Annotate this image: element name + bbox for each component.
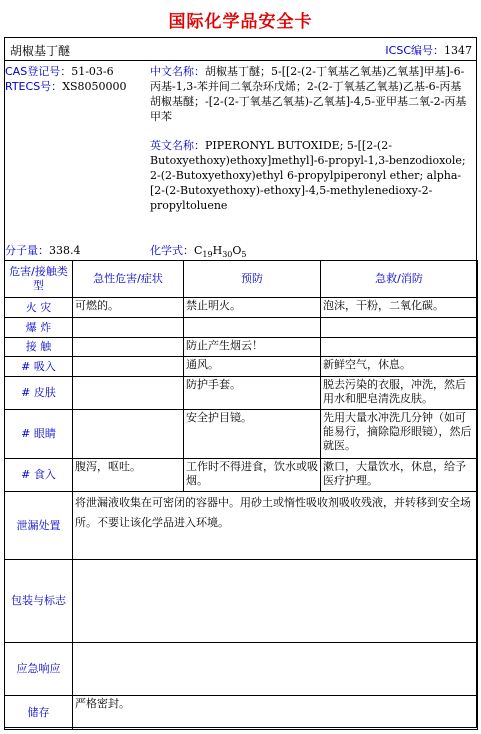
storage-text: 严格密封。 bbox=[73, 696, 478, 730]
prevention-cell: 防止产生烟云！ bbox=[184, 338, 321, 357]
formula-c: C bbox=[194, 244, 203, 257]
emergency-text bbox=[73, 643, 478, 696]
header-symptoms: 急性危害/症状 bbox=[73, 261, 184, 298]
chemical-formula bbox=[150, 242, 247, 259]
row-label: # 皮肤 bbox=[5, 377, 73, 410]
aid-cell bbox=[321, 318, 478, 338]
mw-label: 分子量： bbox=[5, 244, 49, 257]
en-names-label: 英文名称： bbox=[150, 139, 205, 152]
table-row bbox=[5, 459, 478, 492]
symptom-cell bbox=[73, 318, 184, 338]
aid-cell: 漱口，大量饮水，休息，给予医疗护理。 bbox=[321, 459, 478, 492]
row-label: 包装与标志 bbox=[5, 560, 73, 643]
row-label: 储存 bbox=[5, 696, 73, 730]
storage-row bbox=[5, 696, 478, 730]
row-label: # 眼睛 bbox=[5, 410, 73, 459]
formula-row bbox=[5, 239, 476, 261]
symptom-cell bbox=[73, 338, 184, 357]
en-names bbox=[150, 138, 472, 213]
aid-cell: 脱去污染的衣服，冲洗，然后用水和肥皂清洗皮肤。 bbox=[321, 377, 478, 410]
table-row bbox=[5, 410, 478, 459]
row-label: 泄漏处置 bbox=[5, 492, 73, 560]
emergency-row bbox=[5, 643, 478, 696]
packaging-text bbox=[73, 560, 478, 643]
aid-cell: 泡沫，干粉，二氧化碳。 bbox=[321, 298, 478, 318]
icsc-label: ICSC编号： bbox=[385, 44, 444, 57]
formula-o: O bbox=[232, 244, 242, 257]
formula-label: 化学式： bbox=[150, 244, 194, 257]
symptom-cell bbox=[73, 357, 184, 377]
name-bar bbox=[5, 38, 476, 61]
icsc-value: 1347 bbox=[444, 44, 472, 57]
cn-names-label: 中文名称： bbox=[150, 65, 205, 78]
spill-row bbox=[5, 492, 478, 560]
table-row bbox=[5, 298, 478, 318]
aid-cell: 先用大量水冲洗几分钟（如可能易行，摘除隐形眼镜），然后就医。 bbox=[321, 410, 478, 459]
formula-h: H bbox=[212, 244, 223, 257]
mw-value: 338.4 bbox=[49, 244, 81, 257]
header-first-aid: 急救/消防 bbox=[321, 261, 478, 298]
names-block bbox=[150, 64, 472, 213]
rtecs-label: RTECS号： bbox=[5, 80, 63, 93]
table-row bbox=[5, 318, 478, 338]
aid-cell: 新鲜空气，休息。 bbox=[321, 357, 478, 377]
hazard-table bbox=[4, 260, 478, 730]
prevention-cell: 工作时不得进食，饮水或吸烟。 bbox=[184, 459, 321, 492]
table-row bbox=[5, 338, 478, 357]
symptom-cell: 可燃的。 bbox=[73, 298, 184, 318]
table-row bbox=[5, 377, 478, 410]
header-prevention: 预防 bbox=[184, 261, 321, 298]
cn-names bbox=[150, 64, 472, 124]
cas-line bbox=[5, 64, 127, 79]
prevention-cell bbox=[184, 318, 321, 338]
molecular-weight bbox=[5, 242, 81, 258]
en-names-value: PIPERONYL BUTOXIDE; 5-[[2-(2-Butoxyethoxy)ethoxy]methyl]-6-propyl-1,3-benzodioxole; 2-(2-Butoxyethoxy)ethyl 6-propylpiperonyl ether; alpha-[2-(2-Butoxyethoxy)-ethoxy]-4,5-methylenedioxy-2-propyltoluene bbox=[150, 139, 466, 212]
row-label: # 吸入 bbox=[5, 357, 73, 377]
row-label: 应急响应 bbox=[5, 643, 73, 696]
symptom-cell: 腹泻，呕吐。 bbox=[73, 459, 184, 492]
cn-names-value: 胡椒基丁醚；5-[[2-(2-丁氧基乙氧基)乙氧基]甲基]-6-丙基-1,3-苯并间二氧杂环戊烯；2-(2-丁氧基乙氧基)乙基-6-丙基胡椒基醚；-[2-(2-丁氧基乙氧基)-乙氧基]-4,5-亚甲基二氧-2-丙基甲苯 bbox=[150, 65, 467, 123]
rtecs-line bbox=[5, 79, 127, 94]
packaging-row bbox=[5, 560, 478, 643]
prevention-cell: 禁止明火。 bbox=[184, 298, 321, 318]
table-header-row bbox=[5, 261, 478, 298]
cas-value: 51-03-6 bbox=[71, 65, 114, 78]
formula-o-count: 5 bbox=[241, 250, 247, 260]
chemical-name: 胡椒基丁醚 bbox=[10, 44, 71, 58]
symptom-cell bbox=[73, 377, 184, 410]
aid-cell bbox=[321, 338, 478, 357]
row-label: 火 灾 bbox=[5, 298, 73, 318]
row-label: 爆 炸 bbox=[5, 318, 73, 338]
formula-c-count: 19 bbox=[202, 250, 213, 260]
prevention-cell: 安全护目镜。 bbox=[184, 410, 321, 459]
rtecs-value: XS8050000 bbox=[62, 80, 127, 93]
spill-text: 将泄漏液收集在可密闭的容器中。用砂土或惰性吸收剂吸收残液，并转移到安全场所。不要让该化学品进入环境。 bbox=[73, 492, 478, 560]
icsc-number bbox=[385, 42, 472, 58]
row-label: # 食入 bbox=[5, 459, 73, 492]
prevention-cell: 通风。 bbox=[184, 357, 321, 377]
card-title: 国际化学品安全卡 bbox=[168, 12, 313, 32]
safety-card bbox=[4, 37, 477, 728]
header-hazard-type: 危害/接触类型 bbox=[5, 261, 73, 298]
identifiers bbox=[5, 64, 127, 94]
prevention-cell: 防护手套。 bbox=[184, 377, 321, 410]
row-label: 接 触 bbox=[5, 338, 73, 357]
symptom-cell bbox=[73, 410, 184, 459]
formula-h-count: 30 bbox=[222, 250, 233, 260]
table-row bbox=[5, 357, 478, 377]
cas-label: CAS登记号： bbox=[5, 65, 72, 78]
